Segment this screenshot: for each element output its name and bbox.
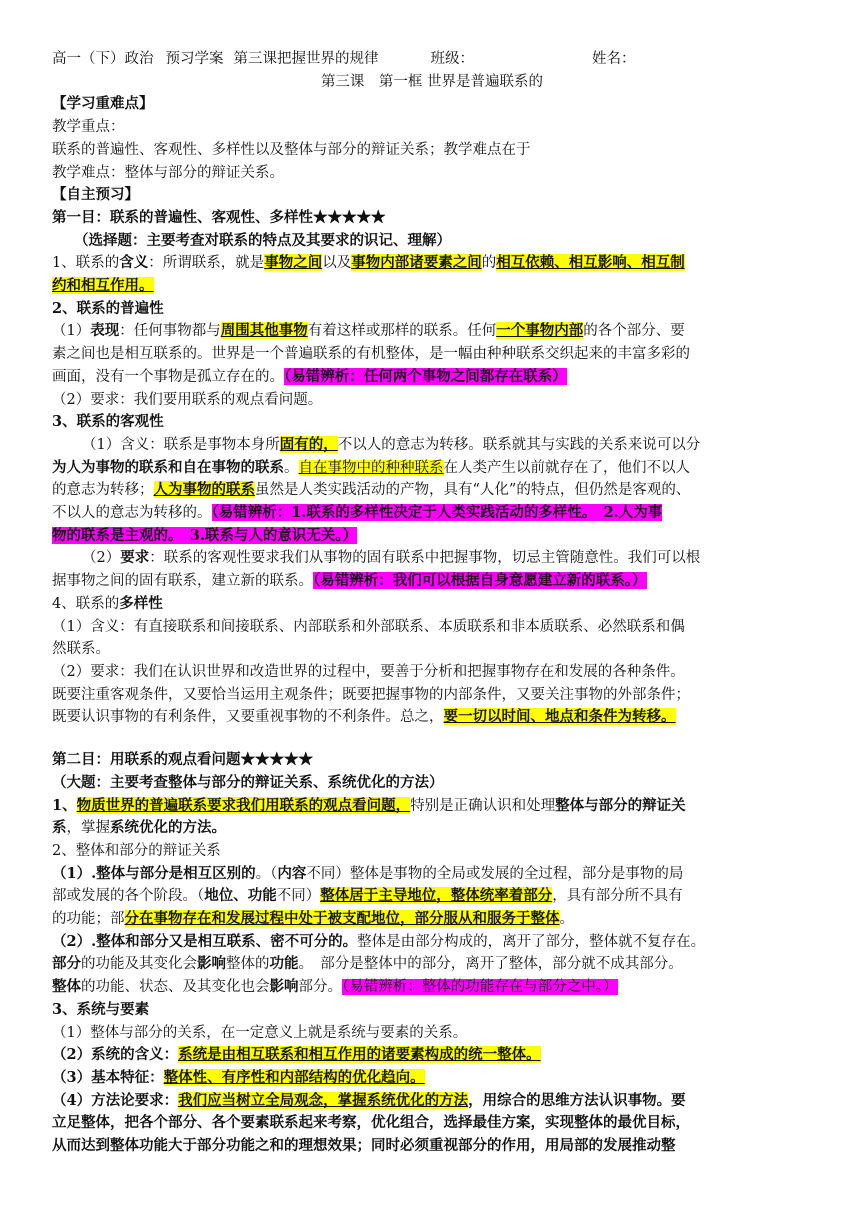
- p23-line-4: [52, 1090, 812, 1113]
- text-run: 。（: [255, 865, 278, 882]
- text-run: 在人类产生以前就存在了，他们不以人: [443, 459, 690, 476]
- p4b-line-2: 既要注重客观条件，又要恰当运用主观条件；既要把握事物的内部条件，又要关注事物的外部条件；: [52, 686, 690, 703]
- text-run: 的意志为转移；: [52, 482, 154, 499]
- text-run: 内容: [277, 864, 307, 882]
- p21-line-2: [52, 817, 812, 840]
- text-run: （2）: [82, 550, 121, 567]
- text-run: （2）.整体和部分又是相互联系、密不可分的。: [52, 932, 358, 950]
- text-run: 的功能；部: [52, 911, 125, 928]
- text-run: 自在事物的联系: [182, 458, 284, 476]
- p22-line-2: [52, 885, 812, 908]
- text-run: （易错辨析：任何两个事物之间都存在联系）: [284, 367, 567, 385]
- header-lesson: 第三课把握世界的规律: [233, 51, 379, 67]
- p2-line-3: [52, 366, 812, 389]
- p23-line-1: （1）整体与部分的关系，在一定意义上就是系统与要素的关系。: [52, 1024, 468, 1041]
- part1-note: （选择题：主要考查对联系的特点及其要求的识记、理解）: [74, 231, 451, 249]
- heading-system-elements: 3、系统与要素: [52, 1000, 150, 1018]
- p22b-line-1: [52, 931, 812, 954]
- text-run: 地位、功能: [204, 887, 277, 905]
- text-run: 整体: [52, 978, 81, 996]
- text-run: 。 部分是整体中的部分，离开了整体，部分就不成其部分。: [298, 956, 683, 973]
- header-doc-type: 预习学案: [165, 51, 224, 67]
- text-run: 影响: [269, 978, 299, 996]
- difficulty-text: 教学难点：整体与部分的辩证关系。: [52, 164, 284, 181]
- doc-header: [52, 48, 812, 71]
- text-run: ：任何事物都与: [119, 323, 221, 340]
- focus-label: 教学重点：: [52, 119, 125, 136]
- text-run: 我们应当树立全局观念，掌握系统优化的方法: [178, 1091, 469, 1109]
- part1-title: 第一目：联系的普遍性、客观性、多样性★★★★★: [52, 208, 386, 226]
- text-run: 不同）: [276, 888, 321, 905]
- text-run: 整体的: [226, 956, 270, 973]
- text-run: 有着这样或那样的联系。任何: [307, 323, 497, 340]
- text-run: 的功能、状态、及其变化也会: [81, 979, 270, 996]
- text-run: ：联系的客观性要求我们从事物的固有联系中把握事物，切忌主管随意性。我们可以根: [149, 550, 701, 567]
- text-run: （3）基本特征：: [52, 1068, 164, 1086]
- p23-line-2: [52, 1044, 812, 1067]
- p2-line-1: [52, 320, 812, 343]
- text-run: 固有的，: [279, 435, 338, 453]
- text-run: 整体是由部分构成的，离开了部分，整体就不复存在。: [357, 933, 706, 950]
- text-run: 物质世界的普遍联系要求我们用联系的观点看问题，: [76, 796, 411, 814]
- text-run: 多样性: [119, 594, 163, 612]
- focus-text: 联系的普遍性、客观性、多样性以及整体与部分的辩证关系；教学难点在于: [52, 141, 531, 158]
- text-run: 4、联系的: [52, 595, 120, 612]
- text-run: 画面，没有一个事物是孤立存在的。: [52, 368, 284, 385]
- text-run: 不以人的意志为转移。联系就其与实践的关系来说可以分: [337, 436, 701, 453]
- p23-line-3: [52, 1067, 812, 1090]
- p4b-line-3: [52, 706, 812, 729]
- text-run: 不同）整体是事物的全局或发展的全过程，部分是事物的局: [306, 865, 684, 882]
- text-run: 以及: [322, 255, 352, 272]
- p3-line-2: [52, 457, 812, 480]
- text-run: 表现: [90, 322, 120, 340]
- heading-diversity: [52, 593, 812, 616]
- header-course: 高一（下）政治: [52, 51, 154, 67]
- text-run: 为: [52, 458, 67, 476]
- text-run: 的功能及其变化会: [81, 956, 197, 973]
- text-run: 整体居于主导地位，整体统率着部分: [320, 887, 553, 905]
- text-run: ，掌握: [66, 820, 110, 837]
- text-run: （易错辨析：整体的功能存在与部分之中。）: [342, 979, 618, 996]
- p3-line-3: [52, 479, 812, 502]
- text-run: ，用综合的思维方法认识事物。要: [468, 1091, 686, 1109]
- text-run: 事物之间: [264, 254, 323, 272]
- p22b-line-2: [52, 953, 812, 976]
- text-run: 人为事物的联系: [66, 458, 168, 476]
- text-run: 系统优化的方法。: [110, 819, 226, 837]
- text-run: 自在事物中的种种联系: [298, 459, 444, 476]
- page-title: 第三课 第一框 世界是普遍联系的: [320, 73, 544, 90]
- heading-objectivity: 3、联系的客观性: [52, 413, 164, 431]
- text-run: 影响: [197, 955, 226, 973]
- text-run: 功能: [269, 955, 299, 973]
- text-run: 事物内部诸要素之间: [351, 254, 482, 272]
- p23-line-5: 立足整体，把各个部分、各个要素联系起来考察，优化组合，选择最佳方案，实现整体的最优目标，: [52, 1114, 690, 1132]
- p4b-line-1: （2）要求：我们在认识世界和改造世界的过程中，要善于分析和把握事物存在和发展的各种条件。: [52, 663, 685, 680]
- text-run: 人为事物的联系: [153, 481, 255, 499]
- text-run: 1、: [52, 796, 77, 814]
- p22-line-3: [52, 908, 812, 931]
- text-run: 的: [481, 255, 497, 272]
- text-run: 含义: [119, 254, 149, 272]
- p2-line-2: 素之间也是相互联系的。世界是一个普遍联系的有机整体，是一幅由种种联系交织起来的丰富多彩的: [52, 346, 690, 363]
- text-run: 要求: [120, 549, 150, 567]
- p3b-line-2: [52, 570, 812, 593]
- text-run: 相互依赖、相互影响、相互制: [496, 254, 685, 272]
- heading-universality: 2、联系的普遍性: [52, 299, 164, 317]
- text-run: 虽然是人类实践活动的产物，具有“人化”的特点，但仍然是客观的、: [255, 482, 691, 499]
- text-run: （4）方法论要求：: [52, 1091, 179, 1109]
- text-run: 部或发展的各个阶段。（: [52, 888, 205, 905]
- text-run: 整体与部分的辩证关: [555, 796, 686, 814]
- text-run: 整体性、有序性和内部结构的优化趋向。: [163, 1068, 425, 1086]
- text-run: ：所谓联系，就是: [148, 255, 265, 272]
- text-run: 系统是由相互联系和相互作用的诸要素构成的统一整体。: [178, 1046, 541, 1064]
- text-run: 1、联系的: [52, 255, 120, 272]
- p4-line-2: 然联系。: [52, 641, 110, 658]
- text-run: ，具有部分所不具有: [552, 888, 683, 905]
- p22b-line-3: [52, 976, 812, 999]
- heading-whole-part: 2、整体和部分的辩证关系: [52, 842, 221, 859]
- text-run: （1）.整体与部分是相互区别的: [52, 864, 256, 882]
- text-run: 和: [168, 458, 183, 476]
- p3-line-4: [52, 502, 812, 525]
- header-class-label: 班级：: [430, 51, 474, 67]
- text-run: 特别是正确认识和处理: [410, 797, 556, 814]
- text-run: （2）系统的含义：: [52, 1046, 179, 1064]
- p4-line-1: （1）含义：有直接联系和间接联系、内部联系和外部联系、本质联系和非本质联系、必然联系和偶: [52, 618, 685, 635]
- text-run: 不以人的意志为转移的。: [52, 505, 212, 522]
- text-run: 一个事物内部: [496, 322, 584, 340]
- text-run: 周围其他事物: [220, 322, 308, 340]
- p3-line-1: [52, 434, 812, 457]
- text-run: 。: [284, 459, 299, 476]
- header-name-label: 姓名：: [592, 51, 636, 67]
- text-run: 系: [52, 819, 67, 837]
- text-run: 据事物之间的固有联系，建立新的联系。: [52, 573, 313, 590]
- part2-title: 第二目：用联系的观点看问题★★★★★: [52, 751, 313, 769]
- text-run: 既要认识事物的有利条件，又要重视事物的不利条件。总之，: [52, 709, 444, 726]
- text-run: （易错辨析：1.联系的多样性决定于人类实践活动的多样性。 2.人为事: [211, 504, 663, 522]
- p23-line-6: 从而达到整体功能大于部分功能之和的理想效果；同时必须重视部分的作用，用局部的发展推动整: [52, 1137, 676, 1155]
- text-run: 。: [559, 911, 574, 928]
- text-run: （1）含义：联系是事物本身所: [82, 436, 280, 453]
- section-heading-preview: 【自主预习】: [52, 186, 139, 204]
- part2-note: （大题：主要考查整体与部分的辩证关系、系统优化的方法）: [52, 773, 444, 791]
- section-heading-key-points: 【学习重难点】: [52, 95, 154, 113]
- text-run: 物的联系是主观的。 3.联系与人的意识无关。）: [52, 526, 358, 544]
- text-run: 的各个部分、要: [583, 323, 685, 340]
- p1-line-1: [52, 252, 812, 275]
- text-run: 约和相互作用。: [52, 277, 154, 295]
- p3b-line-1: [52, 547, 812, 570]
- p1-line-2: [52, 275, 812, 298]
- text-run: 要一切以时间、地点和条件为转移。: [443, 708, 676, 726]
- text-run: 分在事物存在和发展过程中处于被支配地位，部分服从和服务于整体: [124, 910, 560, 928]
- p2-requirement: （2）要求：我们要用联系的观点看问题。: [52, 391, 323, 408]
- p22-line-1: [52, 863, 812, 886]
- text-run: （1）: [52, 323, 91, 340]
- p21-line-1: [52, 795, 812, 818]
- p3-line-5: [52, 525, 812, 548]
- text-run: 部分: [52, 955, 81, 973]
- text-run: （易错辨析：我们可以根据自身意愿建立新的联系。）: [313, 572, 647, 590]
- text-run: 部分。: [298, 979, 342, 996]
